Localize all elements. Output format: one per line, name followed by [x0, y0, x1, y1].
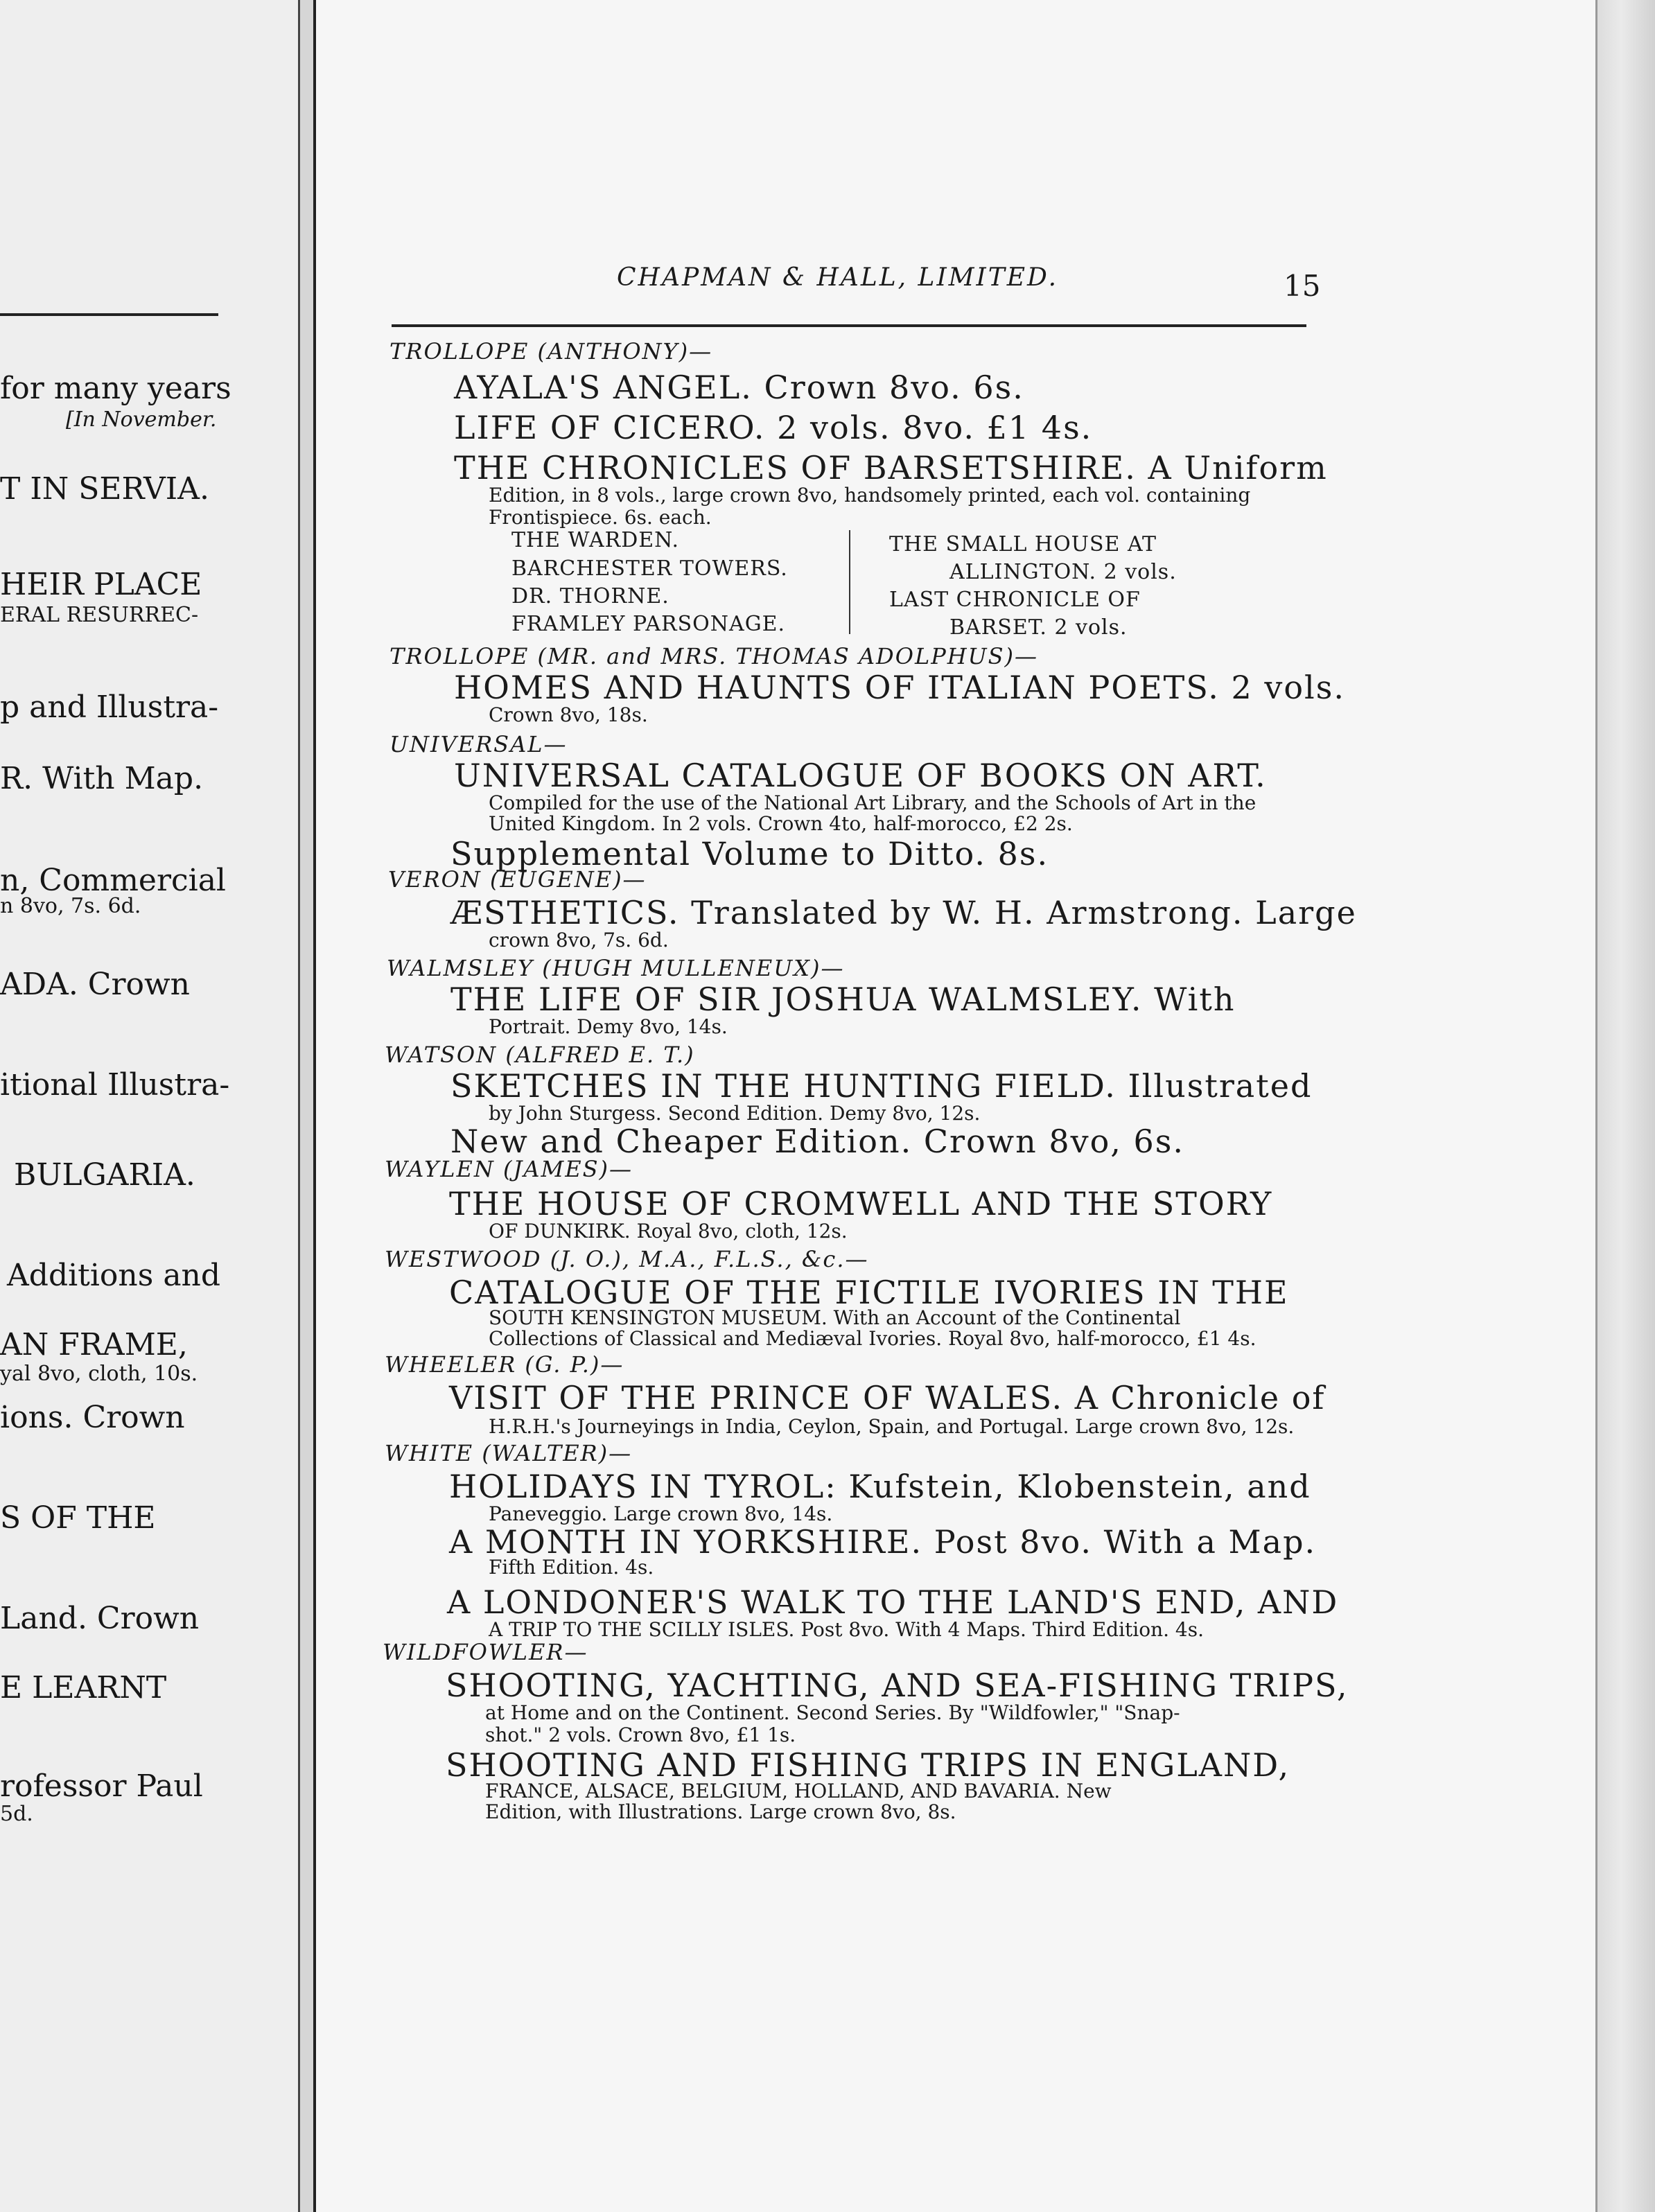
book-title: VISIT OF THE PRINCE OF WALES. A Chronicle of — [449, 1379, 1326, 1416]
book-description: by John Sturgess. Second Edition. Demy 8vo, 12s. — [489, 1102, 981, 1125]
book-description: OF DUNKIRK. Royal 8vo, cloth, 12s. — [489, 1220, 848, 1243]
book-title: ÆSTHETICS. Translated by W. H. Armstrong. Large — [450, 894, 1357, 931]
book-description: Collections of Classical and Mediæval Ivories. Royal 8vo, half-morocco, £1 4s. — [489, 1327, 1256, 1350]
book-title: A LONDONER'S WALK TO THE LAND'S END, AND — [447, 1583, 1339, 1621]
book-title: HOMES AND HAUNTS OF ITALIAN POETS. 2 vols. — [454, 669, 1345, 706]
book-description: Crown 8vo, 18s. — [489, 703, 648, 726]
page-number: 15 — [1284, 269, 1321, 303]
author-heading: TROLLOPE (MR. and MRS. THOMAS ADOLPHUS)— — [389, 643, 1038, 669]
left-page-line: Land. Crown — [0, 1601, 200, 1636]
left-page-line: ions. Crown — [0, 1400, 185, 1435]
book-description: at Home and on the Continent. Second Series. By "Wildfowler," "Snap- — [485, 1701, 1180, 1724]
author-heading: WAYLEN (JAMES)— — [385, 1156, 633, 1182]
left-page-line: 5d. — [0, 1802, 33, 1826]
book-description: Edition, in 8 vols., large crown 8vo, handsomely printed, each vol. containing — [489, 484, 1251, 507]
book-description: SOUTH KENSINGTON MUSEUM. With an Account of the Continental — [489, 1306, 1181, 1329]
left-page-line: T IN SERVIA. — [0, 471, 209, 507]
series-volume: ALLINGTON. 2 vols. — [949, 560, 1177, 584]
book-title: SKETCHES IN THE HUNTING FIELD. Illustrated — [450, 1067, 1313, 1105]
left-page-line: S OF THE — [0, 1500, 156, 1536]
book-title: AYALA'S ANGEL. Crown 8vo. 6s. — [454, 369, 1024, 406]
book-description: Portrait. Demy 8vo, 14s. — [489, 1015, 728, 1038]
left-page-line: for many years — [0, 371, 231, 406]
author-heading: WHITE (WALTER)— — [385, 1440, 633, 1466]
book-description: shot." 2 vols. Crown 8vo, £1 1s. — [485, 1723, 796, 1746]
left-page-line: [In November. — [66, 407, 217, 432]
book-title: SHOOTING, YACHTING, AND SEA-FISHING TRIPS, — [446, 1667, 1349, 1704]
author-heading: WALMSLEY (HUGH MULLENEUX)— — [387, 955, 845, 981]
series-volume: BARCHESTER TOWERS. — [511, 556, 788, 581]
book-title: HOLIDAYS IN TYROL: Kufstein, Klobenstein, and — [449, 1468, 1311, 1505]
left-page-line: ADA. Crown — [0, 967, 190, 1002]
book-description: crown 8vo, 7s. 6d. — [489, 929, 669, 951]
author-heading: TROLLOPE (ANTHONY)— — [389, 338, 713, 365]
left-facing-page — [0, 0, 298, 2212]
page-edges — [1595, 0, 1655, 2212]
left-page-line: n, Commercial — [0, 863, 227, 898]
book-title: LIFE OF CICERO. 2 vols. 8vo. £1 4s. — [454, 409, 1093, 446]
left-page-line: n 8vo, 7s. 6d. — [0, 894, 141, 918]
book-description: H.R.H.'s Journeyings in India, Ceylon, Spain, and Portugal. Large crown 8vo, 12s. — [489, 1415, 1295, 1438]
left-page-line: Additions and — [7, 1258, 221, 1293]
series-volume: FRAMLEY PARSONAGE. — [511, 612, 786, 636]
series-volume: THE SMALL HOUSE AT — [889, 532, 1157, 556]
left-page-line: p and Illustra- — [0, 690, 219, 725]
left-page-rule — [0, 313, 218, 316]
book-title: A MONTH IN YORKSHIRE. Post 8vo. With a Map. — [449, 1523, 1317, 1561]
left-page-line: itional Illustra- — [0, 1067, 230, 1103]
book-description: Compiled for the use of the National Art Library, and the Schools of Art in the — [489, 791, 1256, 814]
book-description: FRANCE, ALSACE, BELGIUM, HOLLAND, AND BAVARIA. New — [485, 1780, 1112, 1802]
running-header: CHAPMAN & HALL, LIMITED. — [617, 263, 1059, 292]
author-heading: WATSON (ALFRED E. T.) — [385, 1042, 695, 1068]
book-title: Supplemental Volume to Ditto. 8s. — [450, 835, 1049, 872]
book-title: THE CHRONICLES OF BARSETSHIRE. A Uniform — [454, 449, 1328, 486]
left-page-line: rofessor Paul — [0, 1768, 203, 1804]
book-description: Fifth Edition. 4s. — [489, 1556, 654, 1579]
left-page-line: HEIR PLACE — [0, 567, 202, 602]
series-volume: BARSET. 2 vols. — [949, 615, 1128, 640]
series-volume: LAST CHRONICLE OF — [889, 588, 1141, 612]
book-title: UNIVERSAL CATALOGUE OF BOOKS ON ART. — [454, 757, 1267, 794]
book-description: Frontispiece. 6s. each. — [489, 506, 712, 529]
header-rule — [392, 324, 1306, 327]
column-divider — [849, 530, 850, 634]
left-page-line: E LEARNT — [0, 1670, 167, 1705]
series-volume: THE WARDEN. — [511, 528, 680, 552]
series-volume: DR. THORNE. — [511, 584, 669, 608]
book-title: New and Cheaper Edition. Crown 8vo, 6s. — [450, 1123, 1185, 1160]
book-description: Edition, with Illustrations. Large crown 8vo, 8s. — [485, 1800, 956, 1823]
author-heading: VERON (EUGENE)— — [388, 866, 647, 893]
book-description: A TRIP TO THE SCILLY ISLES. Post 8vo. With 4 Maps. Third Edition. 4s. — [489, 1618, 1205, 1641]
left-page-line: R. With Map. — [0, 761, 204, 796]
book-title: THE HOUSE OF CROMWELL AND THE STORY — [449, 1185, 1273, 1222]
left-page-line: ERAL RESURREC- — [0, 603, 199, 627]
author-heading: WILDFOWLER— — [383, 1639, 588, 1665]
left-page-line: AN FRAME, — [0, 1327, 188, 1362]
book-description: Paneveggio. Large crown 8vo, 14s. — [489, 1502, 833, 1525]
book-title: THE LIFE OF SIR JOSHUA WALMSLEY. With — [450, 981, 1236, 1018]
book-description: United Kingdom. In 2 vols. Crown 4to, half-morocco, £2 2s. — [489, 812, 1073, 835]
book-title: SHOOTING AND FISHING TRIPS IN ENGLAND, — [446, 1746, 1290, 1784]
left-page-line: BULGARIA. — [14, 1157, 195, 1193]
author-heading: WHEELER (G. P.)— — [385, 1351, 624, 1378]
left-page-line: yal 8vo, cloth, 10s. — [0, 1362, 198, 1386]
author-heading: WESTWOOD (J. O.), M.A., F.L.S., &c.— — [385, 1246, 869, 1272]
author-heading: UNIVERSAL— — [389, 731, 568, 757]
book-title: CATALOGUE OF THE FICTILE IVORIES IN THE — [449, 1274, 1289, 1311]
